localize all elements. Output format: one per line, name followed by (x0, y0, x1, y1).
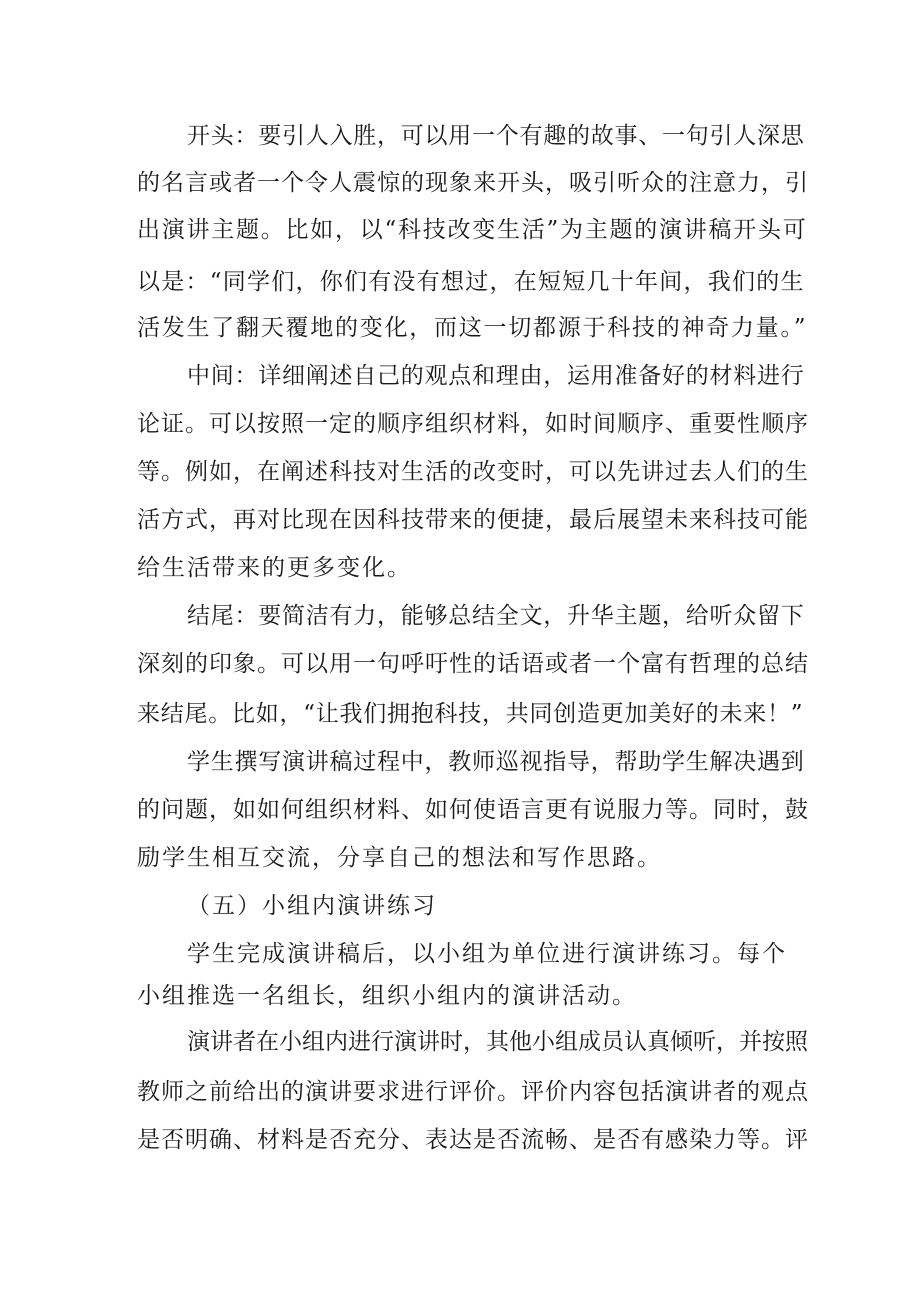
paragraph-line: 来结尾。比如，“让我们拥抱科技，共同创造更加美好的未来！” (137, 701, 804, 727)
paragraph-line: 的名言或者一个令人震惊的现象来开头，吸引听众的注意力，引 (137, 170, 809, 196)
paragraph-line: 学生完成演讲稿后，以小组为单位进行演讲练习。每个 (187, 941, 787, 967)
paragraph-line: 以是：“同学们，你们有没有想过，在短短几十年间，我们的生 (137, 269, 805, 295)
paragraph-line: 等。例如，在阐述科技对生活的改变时，可以先讲过去人们的生 (137, 459, 809, 485)
paragraph-line: 论证。可以按照一定的顺序组织材料，如时间顺序、重要性顺序 (137, 411, 809, 437)
paragraph-line: 深刻的印象。可以用一句呼吁性的话语或者一个富有哲理的总结 (137, 651, 809, 677)
paragraph-line: 结尾：要简洁有力，能够总结全文，升华主题，给听众留下 (187, 603, 805, 629)
paragraph-line: 给生活带来的更多变化。 (137, 555, 412, 581)
paragraph-line: 中间：详细阐述自己的观点和理由，运用准备好的材料进行 (187, 363, 805, 389)
paragraph-line: 出演讲主题。比如，以“科技改变生活”为主题的演讲稿开头可 (137, 217, 808, 243)
paragraph-line: 励学生相互交流，分享自己的想法和写作思路。 (137, 845, 662, 871)
paragraph-line: 活发生了翻天覆地的变化，而这一切都源于科技的神奇力量。” (137, 315, 808, 341)
paragraph-line: 是否明确、材料是否充分、表达是否流畅、是否有感染力等。评 (137, 1127, 809, 1153)
paragraph-line: 小组推选一名组长，组织小组内的演讲活动。 (137, 983, 637, 1009)
paragraph-line: 的问题，如如何组织材料、如何使语言更有说服力等。同时，鼓 (137, 797, 809, 823)
paragraph-line: 教师之前给出的演讲要求进行评价。评价内容包括演讲者的观点 (137, 1079, 809, 1105)
section-heading: （五）小组内演讲练习 (187, 893, 437, 919)
paragraph-line: 开头：要引人入胜，可以用一个有趣的故事、一句引人深思 (187, 123, 805, 149)
paragraph-line: 活方式，再对比现在因科技带来的便捷，最后展望未来科技可能 (137, 507, 809, 533)
paragraph-line: 演讲者在小组内进行演讲时，其他小组成员认真倾听，并按照 (187, 1029, 808, 1055)
paragraph-line: 学生撰写演讲稿过程中，教师巡视指导，帮助学生解决遇到 (187, 749, 805, 775)
